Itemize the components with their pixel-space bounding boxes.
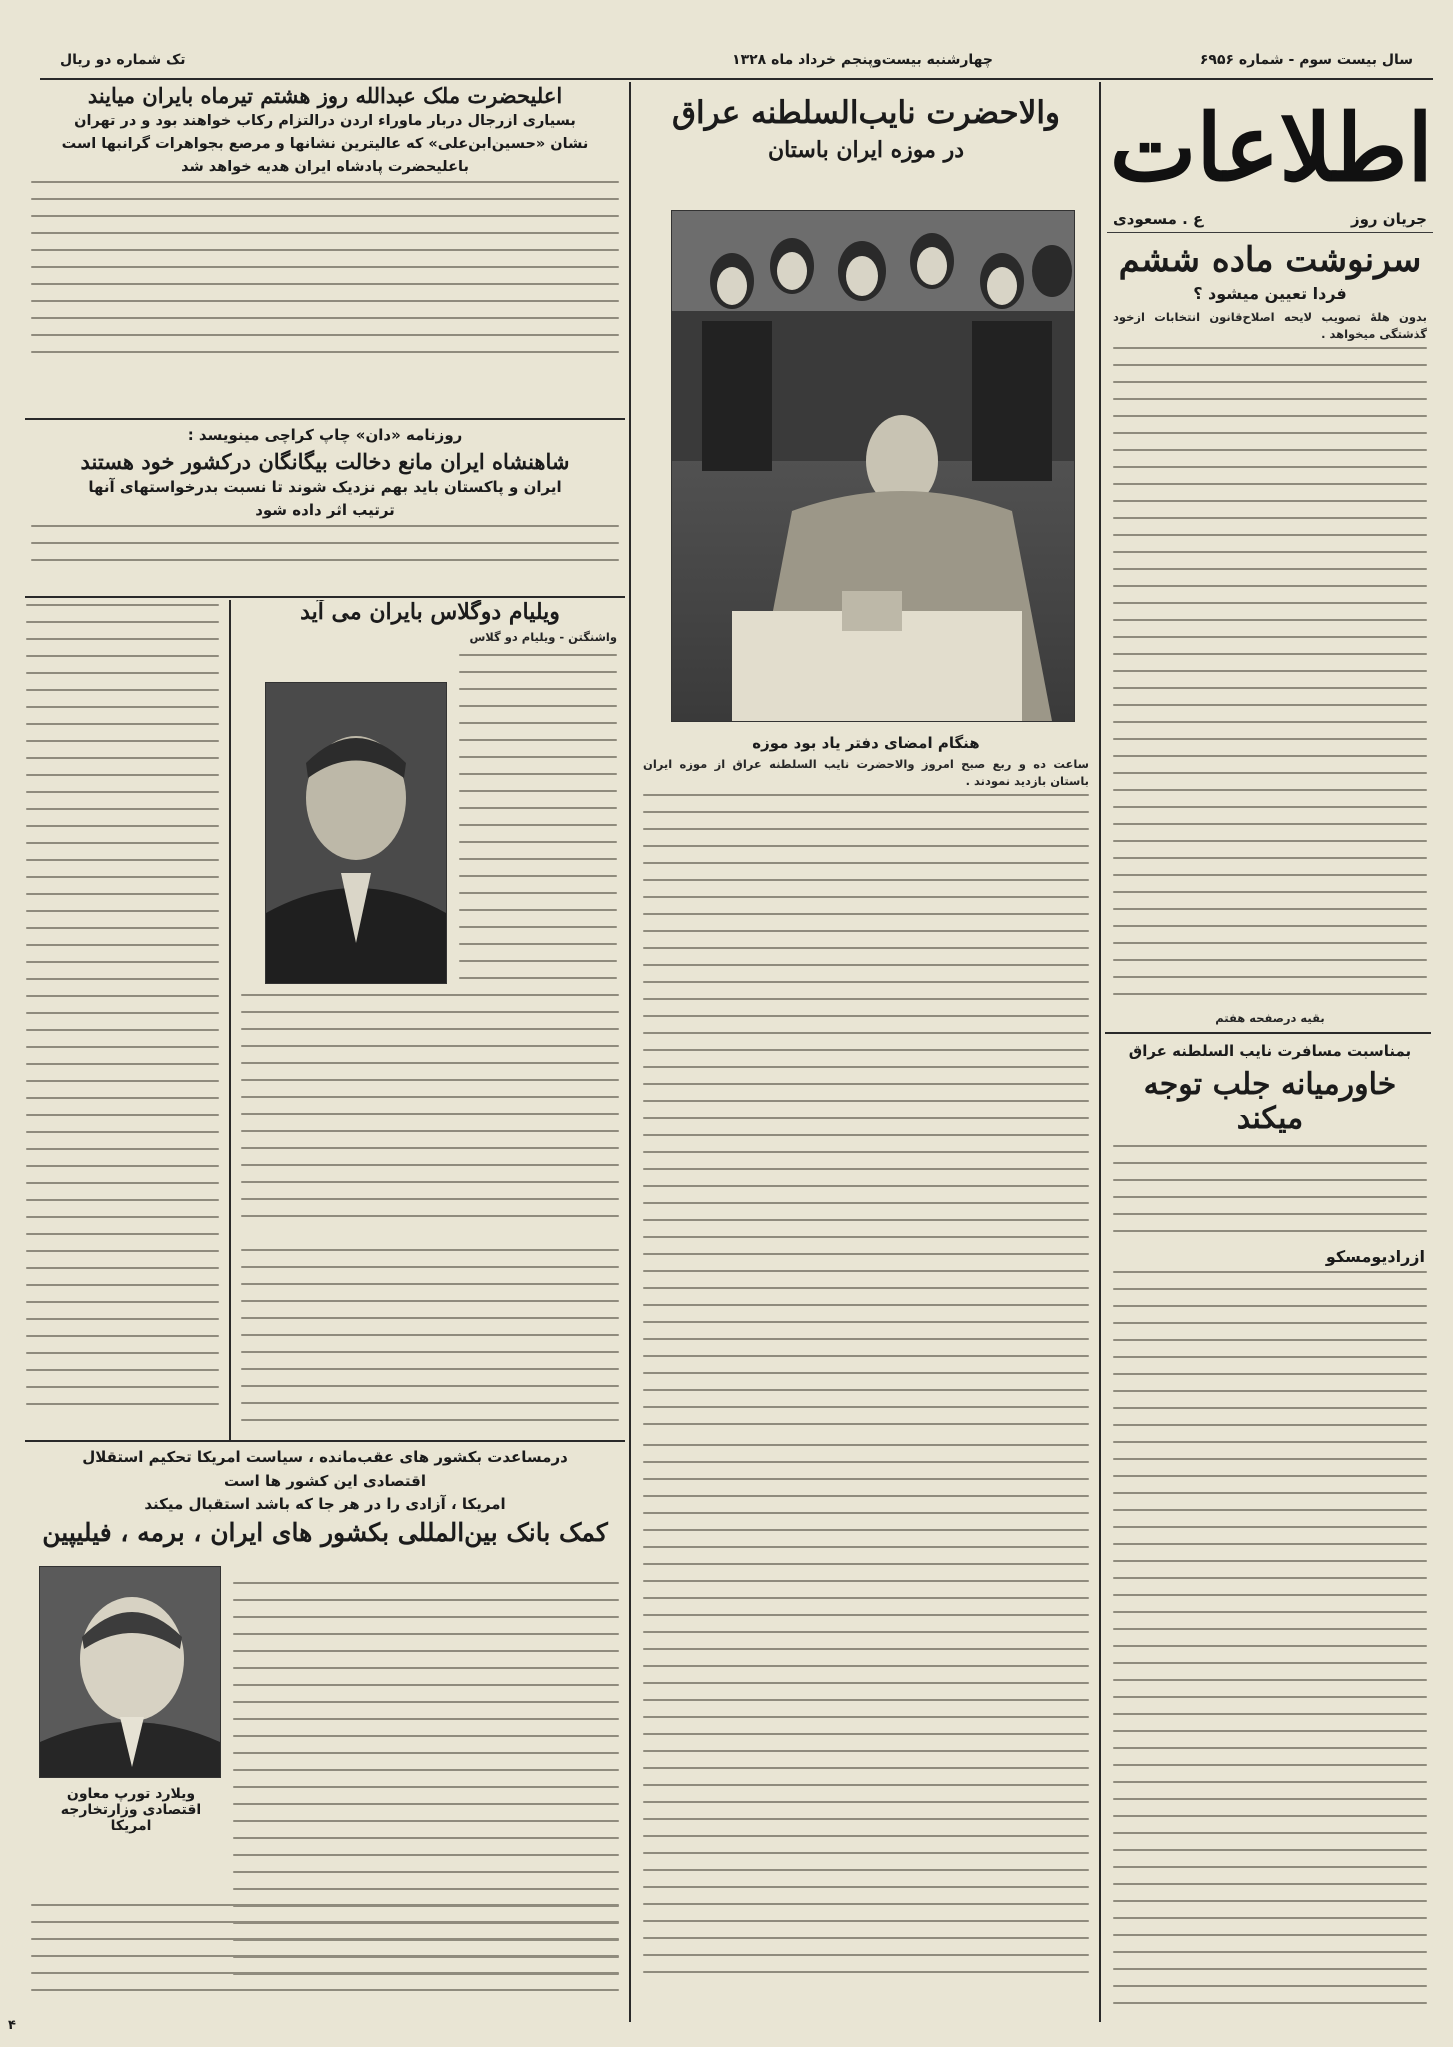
thorp-photo xyxy=(39,1566,221,1778)
bank-kicker-3: امریکا ، آزادی را در هر جا که باشد استقبال میکند xyxy=(144,1495,506,1513)
issue-date: چهارشنبه بیست‌وپنجم خرداد ماه ۱۳۲۸ xyxy=(732,52,993,68)
pakistan-sub-1: ایران و پاکستان باید بهم نزدیک شوند تا نسبت بدرخواستهای آنها xyxy=(88,477,562,496)
section-divider xyxy=(25,418,625,420)
regent-photo-image xyxy=(672,211,1074,721)
douglas-headline: ویلیام دوگلاس بایران می آید xyxy=(300,600,560,625)
side-column-body xyxy=(26,604,219,1405)
column-rule xyxy=(229,600,231,1440)
middle-east-headline: خاورمیانه جلب توجه میکند xyxy=(1143,1066,1397,1136)
regent-lead: ساعت ده و ربع صبح امروز والاحضرت نایب السلطنه عراق از موزه ایران باستان بازدید نمودند . xyxy=(643,757,1089,788)
page-number: ۴ xyxy=(8,2018,16,2033)
section-divider xyxy=(25,596,625,598)
middle-east-body-continued xyxy=(1113,1271,1427,2018)
regent-body xyxy=(643,794,1089,1425)
regent-photo xyxy=(671,210,1075,722)
section-divider xyxy=(1105,1032,1431,1034)
bank-body-bottom xyxy=(25,1900,625,2018)
lower-left-text xyxy=(235,1245,625,1435)
jordan-sub-2: نشان «حسین‌ابن‌علی» که عالیترین نشانها و مرصع بجواهرات گرانبها است xyxy=(61,135,589,152)
pakistan-headline: شاهنشاه ایران مانع دخالت بیگانگان درکشور خود هستند xyxy=(80,448,570,474)
pakistan-kicker: روزنامه «دان» چاپ کراچی مینویسد : xyxy=(187,426,463,444)
column-rule xyxy=(1099,82,1101,2022)
regent-body-continued xyxy=(643,1444,1089,1973)
divider xyxy=(1107,232,1433,233)
douglas-body-continued xyxy=(241,994,619,1217)
douglas-body-lower xyxy=(235,990,625,1240)
jordan-sub-1: بسیاری ازرجال دربار ماوراء اردن درالتزام رکاب خواهند بود و در تهران xyxy=(74,113,576,130)
pakistan-sub-2: ترتیب اثر داده شود xyxy=(255,501,395,520)
bank-kicker-1: درمساعدت بکشور های عقب‌مانده ، سیاست امریکا تحکیم استقلال xyxy=(82,1448,568,1466)
issue-number: سال بیست سوم - شماره ۶۹۵۶ xyxy=(1199,52,1413,68)
regent-subheadline: در موزه ایران باستان xyxy=(767,136,965,163)
column-rule xyxy=(629,82,631,2022)
bank-body-bottom-text xyxy=(31,1904,619,1991)
side-column xyxy=(20,600,225,1440)
regent-photo-caption: هنگام امضای دفتر یاد بود موزه xyxy=(752,734,980,752)
middle-east-body xyxy=(1113,1145,1427,1232)
regent-caption-block xyxy=(637,728,1095,1428)
middle-east-kicker: بمناسبت مسافرت نایب السلطنه عراق xyxy=(1128,1042,1412,1060)
jordan-headline: اعلیحضرت ملک عبدالله روز هشتم تیرماه بایران میایند xyxy=(87,84,563,108)
pakistan-article xyxy=(25,422,625,592)
pakistan-body xyxy=(31,525,619,561)
douglas-photo xyxy=(265,682,447,984)
jordan-article xyxy=(25,84,625,414)
newspaper-logo: اطلاعات xyxy=(1109,94,1433,202)
column-subheadline: فردا تعیین میشود ؟ xyxy=(1193,284,1347,304)
column-author: ع . مسعودی xyxy=(1113,210,1204,228)
jordan-body xyxy=(31,181,619,353)
daily-column xyxy=(1107,210,1433,1060)
column-headline: سرنوشت ماده ششم xyxy=(1118,240,1422,280)
douglas-photo-image xyxy=(266,683,446,983)
column-section: جریان روز xyxy=(1350,210,1427,228)
column-lead: بدون هلهٔ تصویب لایحه اصلاح‌قانون انتخابات ازخود گذشتگی میخواهد . xyxy=(1113,309,1427,341)
regent-body-lower xyxy=(637,1440,1095,2015)
thorp-photo-image xyxy=(40,1567,220,1777)
bank-headline: کمک بانک بین‌المللی بکشور های ایران ، برمه ، فیلیپین xyxy=(42,1517,608,1547)
bank-kicker-2: اقتصادی این کشور ها است xyxy=(224,1471,426,1490)
thorp-caption-block xyxy=(41,1780,221,1840)
jordan-sub-3: باعلیحضرت پادشاه ایران هدیه خواهد شد xyxy=(181,158,469,175)
column-body-text xyxy=(1113,347,1427,995)
lower-left-body xyxy=(241,1249,619,1421)
section-divider xyxy=(25,1440,625,1442)
thorp-photo-caption: ویلارد تورپ معاون اقتصادی وزارتخارجه امریکا xyxy=(60,1786,202,1834)
regent-headline: والاحضرت نایب‌السلطنه عراق xyxy=(672,96,1060,131)
douglas-dateline: واشنگتن - ویلیام دو گلاس xyxy=(469,630,617,645)
column-continued: بقیه درصفحه هفتم xyxy=(1215,1010,1325,1025)
moscow-radio-subhead: ازرادیومسکو xyxy=(1325,1246,1425,1266)
issue-price: تک شماره دو ریال xyxy=(60,52,186,68)
middle-east-article xyxy=(1107,1038,1433,2018)
bank-article xyxy=(25,1444,625,1574)
masthead-top-rule xyxy=(40,78,1433,80)
